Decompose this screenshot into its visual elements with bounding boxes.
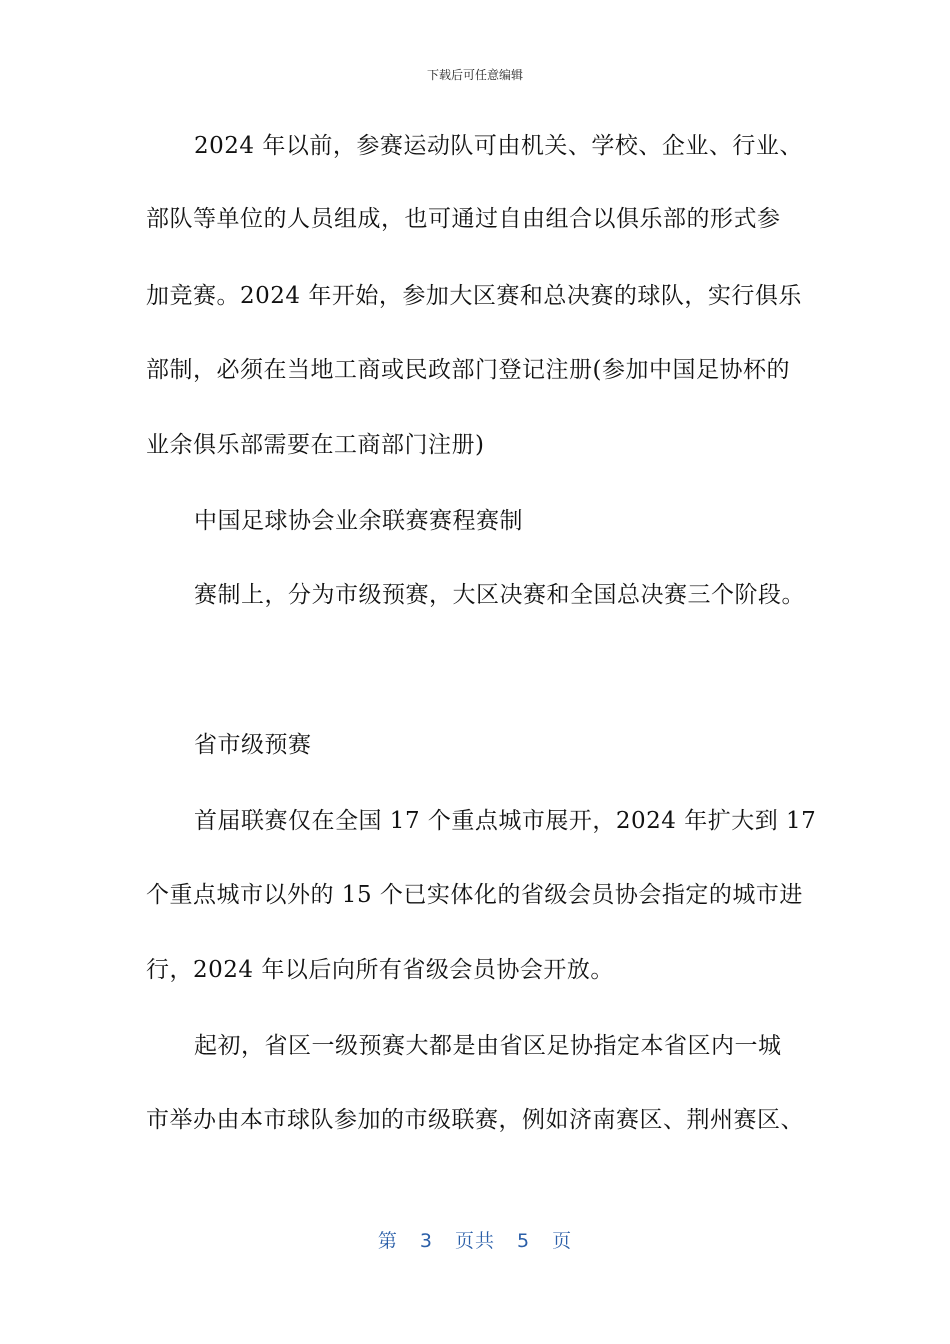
footer-prefix: 第 bbox=[377, 1230, 398, 1252]
paragraph-line: 市举办由本市球队参加的市级联赛，例如济南赛区、荆州赛区、 bbox=[146, 1107, 804, 1133]
paragraph-line: 个重点城市以外的 15 个已实体化的省级会员协会指定的城市进 bbox=[146, 882, 803, 908]
page-footer bbox=[0, 1226, 950, 1253]
total-page-number: 5 bbox=[517, 1230, 531, 1252]
paragraph-line: 部队等单位的人员组成，也可通过自由组合以俱乐部的形式参 bbox=[146, 206, 781, 232]
paragraph-line: 赛制上，分为市级预赛，大区决赛和全国总决赛三个阶段。 bbox=[194, 582, 805, 608]
section-heading: 中国足球协会业余联赛赛程赛制 bbox=[194, 508, 523, 534]
page-header: 下载后可任意编辑 bbox=[426, 68, 523, 82]
paragraph-line: 首届联赛仅在全国 17 个重点城市展开，2024 年扩大到 17 bbox=[194, 808, 817, 834]
paragraph-line: 部制，必须在当地工商或民政部门登记注册(参加中国足协杯的 bbox=[146, 357, 790, 383]
paragraph-line: 起初，省区一级预赛大都是由省区足协指定本省区内一城 bbox=[194, 1033, 782, 1059]
footer-middle: 页共 bbox=[454, 1230, 495, 1252]
paragraph-line: 行，2024 年以后向所有省级会员协会开放。 bbox=[146, 957, 614, 983]
paragraph-line: 业余俱乐部需要在工商部门注册) bbox=[146, 432, 485, 458]
current-page-number: 3 bbox=[419, 1230, 433, 1252]
paragraph-line: 2024 年以前，参赛运动队可由机关、学校、企业、行业、 bbox=[194, 133, 803, 159]
section-heading: 省市级预赛 bbox=[194, 732, 312, 758]
footer-suffix: 页 bbox=[552, 1230, 573, 1252]
paragraph-line: 加竞赛。2024 年开始，参加大区赛和总决赛的球队，实行俱乐 bbox=[146, 283, 802, 309]
